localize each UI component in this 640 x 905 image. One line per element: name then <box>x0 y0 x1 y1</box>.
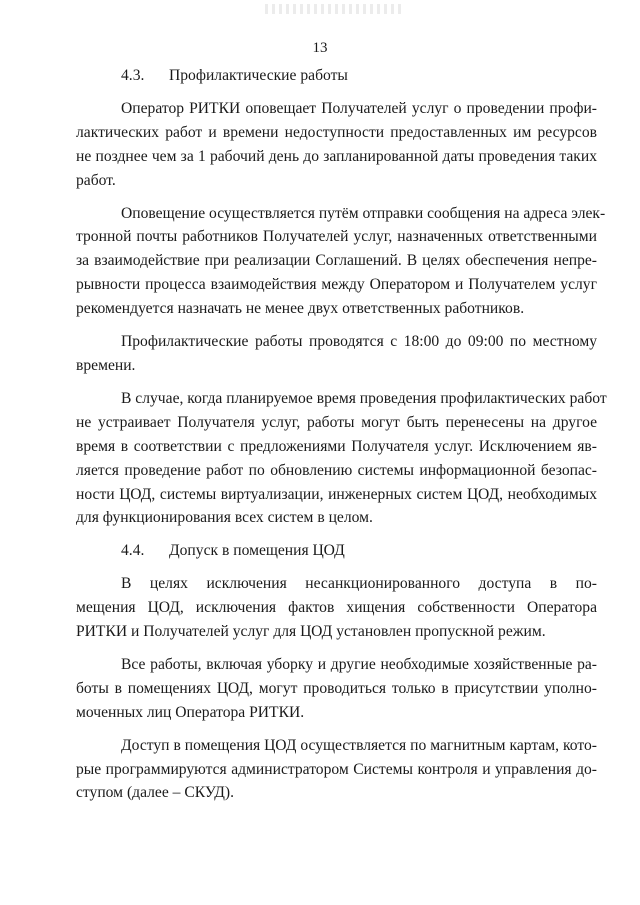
section-heading-4-4 <box>121 539 597 563</box>
text-line: время в соответствии с предложениями Получателя услуг. Исключением яв- <box>76 437 597 455</box>
text-line: лактических работ и времени недоступности предоставленных им ресурсов <box>76 123 597 141</box>
text-line: Оповещение осуществляется путём отправки сообщения на адреса элек- <box>121 204 606 222</box>
paragraph-magnetic-cards <box>76 734 597 806</box>
text-line: РИТКИ и Получателей услуг для ЦОД установлен пропускной режим. <box>76 623 546 641</box>
text-line: Оператор РИТКИ оповещает Получателей услуг о проведении профи- <box>121 99 597 117</box>
text-line: Все работы, включая уборку и другие необходимые хозяйственные ра- <box>121 655 597 673</box>
text-line: ляется проведение работ по обновлению системы информационной безопас- <box>76 461 597 479</box>
text-line: В целях исключения несанкционированного доступа в по- <box>121 575 597 593</box>
section-number: 4.4. <box>121 542 145 560</box>
text-line: ступом (далее – СКУД). <box>76 784 235 802</box>
paragraph-reschedule <box>76 387 607 530</box>
text-line: за взаимодействие при реализации Соглашений. В целях обеспечения непре- <box>76 252 597 270</box>
section-title: Допуск в помещения ЦОД <box>169 542 345 560</box>
text-line: Профилактические работы проводятся с 18:00 до 09:00 по местному <box>121 333 597 351</box>
paragraph-access-regime <box>76 572 597 644</box>
section-title: Профилактические работы <box>169 67 348 84</box>
paragraph-works-presence <box>76 653 597 725</box>
section-number: 4.3. <box>121 67 145 84</box>
paragraph-schedule <box>76 330 597 378</box>
text-line: Доступ в помещения ЦОД осуществляется по магнитным картам, кото- <box>121 736 597 754</box>
text-line: ности ЦОД, системы виртуализации, инженерных систем ЦОД, необходимых <box>76 485 597 503</box>
text-line: тронной почты работников Получателей услуг, назначенных ответственными <box>76 228 597 246</box>
section-heading-4-3 <box>121 64 597 88</box>
paragraph-notification <box>76 97 597 193</box>
paragraph-email <box>76 202 606 322</box>
page-number: 13 <box>312 40 328 56</box>
text-line: В случае, когда планируемое время проведения профилактических работ <box>121 389 607 407</box>
document-body <box>76 64 607 805</box>
text-line: времени. <box>76 356 136 374</box>
text-line: работ. <box>76 171 116 189</box>
text-line: не позднее чем за 1 рабочий день до запланированной даты проведения таких <box>76 147 597 165</box>
text-line: рывности процесса взаимодействия между Оператором и Получателем услуг <box>76 276 597 294</box>
text-line: для функционирования всех систем в целом. <box>76 509 373 527</box>
text-line: не устраивает Получателя услуг, работы могут быть перенесены на другое <box>76 413 597 431</box>
text-line: мещения ЦОД, исключения фактов хищения собственности Оператора <box>76 599 597 617</box>
text-line: рекомендуется назначать не менее двух ответственных работников. <box>76 300 525 318</box>
text-line: боты в помещениях ЦОД, могут проводиться только в присутствии уполно- <box>76 679 597 697</box>
text-line: рые программируются администратором Системы контроля и управления до- <box>76 760 597 778</box>
scan-artifact <box>265 4 405 14</box>
text-line: моченных лиц Оператора РИТКИ. <box>76 703 305 721</box>
